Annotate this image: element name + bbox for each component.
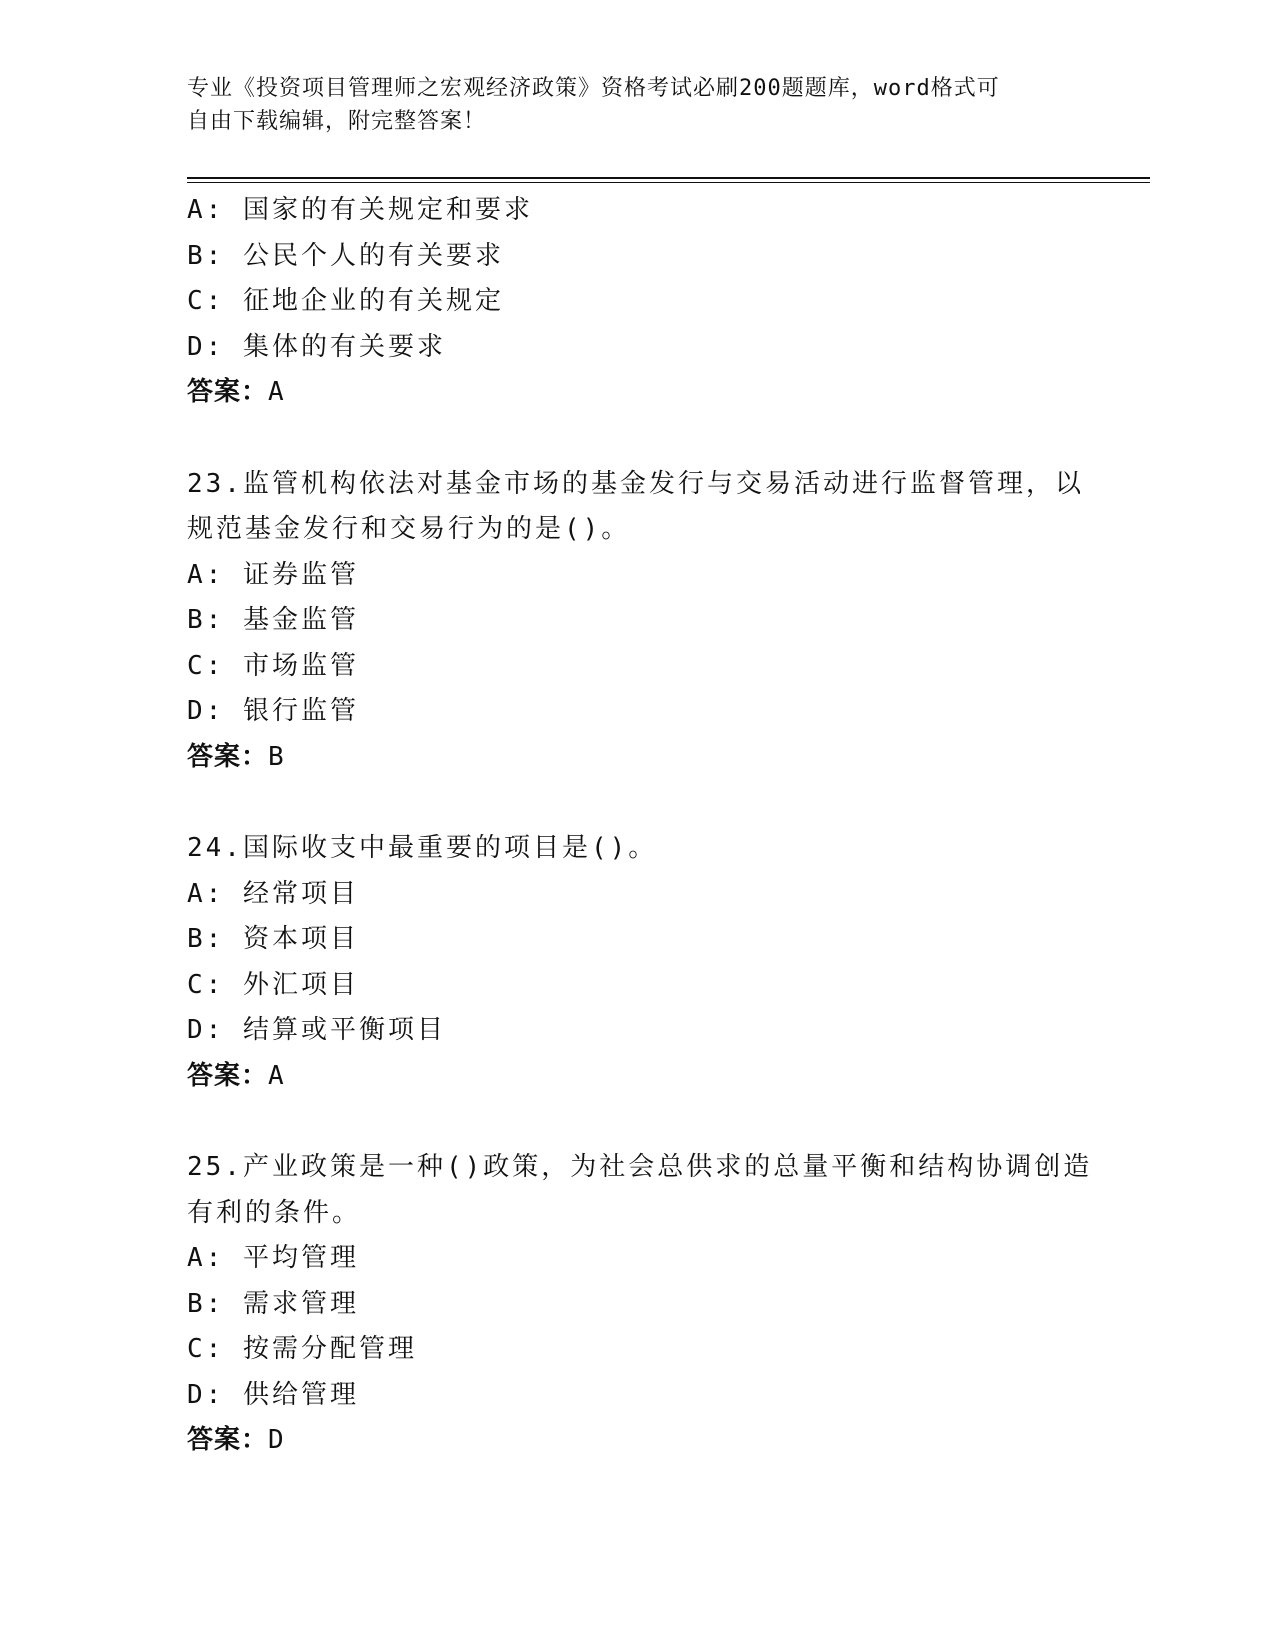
option-c: C: 按需分配管理	[187, 1334, 417, 1364]
answer-line	[187, 735, 1087, 781]
option-c: C: 征地企业的有关规定	[187, 286, 504, 316]
answer-value: A	[268, 1060, 285, 1091]
question-text-line-1: 24.国际收支中最重要的项目是()。	[187, 833, 658, 863]
answer-value: A	[268, 377, 285, 407]
option-d: D: 银行监管	[187, 696, 359, 726]
option-b: B: 需求管理	[187, 1288, 359, 1319]
answer-line	[187, 1418, 1087, 1464]
header-divider-thin	[187, 182, 1150, 183]
answer-value: B	[268, 741, 285, 772]
answer-line	[187, 1054, 1087, 1100]
option-a: A: 经常项目	[187, 878, 359, 909]
option-a: A: 平均管理	[187, 1243, 359, 1273]
option-c: C: 市场监管	[187, 650, 359, 681]
question-23	[187, 462, 1087, 781]
question-22	[187, 188, 1087, 416]
option-a: A: 国家的有关规定和要求	[187, 195, 533, 225]
option-c: C: 外汇项目	[187, 969, 359, 1000]
header-divider-thick	[187, 177, 1150, 179]
question-25	[187, 1145, 1093, 1464]
option-d: D: 集体的有关要求	[187, 331, 446, 362]
answer-label: 答案：	[187, 377, 269, 407]
question-text-line-2: 规范基金发行和交易行为的是()。	[187, 514, 631, 544]
answer-value: D	[268, 1425, 285, 1455]
answer-label: 答案：	[187, 1060, 269, 1091]
option-b: B: 公民个人的有关要求	[187, 240, 504, 271]
document-header	[187, 72, 1067, 138]
option-a: A: 证券监管	[187, 559, 359, 590]
question-text-line-1: 25.产业政策是一种()政策，为社会总供求的总量平衡和结构协调创造	[187, 1152, 1093, 1182]
question-24	[187, 826, 1087, 1099]
question-text-line-2: 有利的条件。	[187, 1197, 362, 1228]
option-b: B: 资本项目	[187, 924, 359, 954]
answer-label: 答案：	[187, 1425, 269, 1455]
header-line-2: 自由下载编辑，附完整答案！	[187, 109, 487, 134]
option-b: B: 基金监管	[187, 605, 359, 635]
question-list	[187, 188, 1093, 1464]
question-text-line-1: 23.监管机构依法对基金市场的基金发行与交易活动进行监督管理，以	[187, 468, 1084, 499]
answer-label: 答案：	[187, 741, 269, 772]
answer-line	[187, 370, 1087, 416]
option-d: D: 结算或平衡项目	[187, 1015, 446, 1045]
option-d: D: 供给管理	[187, 1379, 359, 1410]
header-line-1: 专业《投资项目管理师之宏观经济政策》资格考试必刷200题题库，word格式可	[187, 76, 1000, 101]
